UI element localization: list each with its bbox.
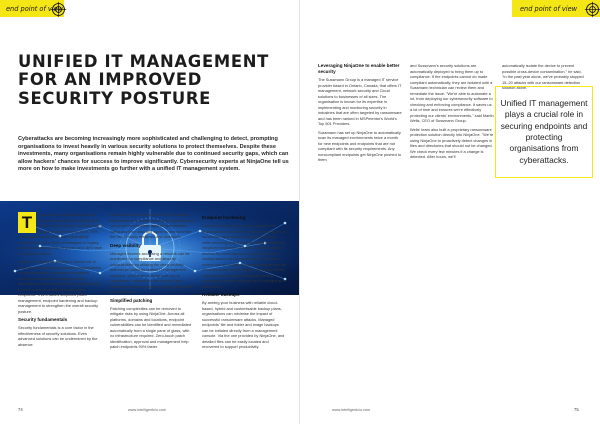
left-column-2 [110,212,194,353]
article-standfirst: Cyberattacks are becoming increasingly more sophisticated and challenging to detect, prompting organisations to invest heavily in various security solutions to protect themselves. Despite these investments, many organisations remain highly vulnerable due to continued security gaps, which can allow hackers' chances for success to improve significantly. Cybersecurity experts at NinjaOne tell us more on how to make investments go further with a unified IT management system. [18,136,289,172]
subheading-leveraging-ninjaone: Leveraging NinjaOne to enable better security [318,63,400,74]
drop-cap: T [18,212,36,233]
footer-url-left[interactable]: www.intelligentcio.com [128,408,167,412]
paragraph: By arming your business with reliable cloud-based, hybrid and customisable backup plans, organisations can minimise the impact of successful ransomware attacks. Managed endpoints' file and folder and image backups can be initiated directly from a management console. Via the one provided by NinjaOne, and detailed files can be easily located and recovered to support productivity. [202,300,285,349]
subheading-simplified-patching: Simplified patching [110,297,153,303]
target-icon [584,1,600,18]
left-column-3 [202,212,286,353]
subheading-endpoint-hardening: Endpoint hardening [202,215,246,220]
article-headline: UNIFIED IT MANAGEMENT FOR AN IMPROVED SECURITY POSTURE [18,52,270,108]
subheading-deep-visibility: Deep visibility [110,242,141,248]
section-tab-label: end point of view [6,4,64,13]
paragraph: Unified IT management plays a crucial role in ensuring endpoints and protecting organisations from cyberattacks. Adopting a centralised console for endpoint management can streamline processes, enhance productivity and provide in-depth visibility into managed endpoints. This enables simplified patch management, endpoint hardening and backup management to strengthen the overall security posture. [18,259,101,314]
section-tab-left [0,0,64,17]
paragraph: The Sussmann Group is a managed IT service provider based in Ontario, Canada, that offers IT management, network security and Cloud solutions to businesses of all sizes. The organisation is known for its expertise in implementing and monitoring security in industries that are often targeted by ransomware and has been ranked in MSPmentor's World's Top 501 Providers. [318,77,402,126]
left-column-1 [18,212,102,350]
page-number-right: 75 [574,407,579,412]
page-number-left: 74 [18,407,23,412]
paragraph: and Sussmann's security solutions are automatically deployed to bring them up to compliance. If the endpoints cannot do made compliant automatically, they are isolated until a Sussmann technician can review them and remediate the issue. "We're able to automate a lot, from deploying our cybersecurity software to checking and enforcing compliance. It saves us a lot of time and ensures we're effectively protecting our clients' environments," said Martin Wells, CEO of Sussmann Group. [410,63,494,123]
right-column-2 [410,63,494,163]
intro-paragraph [18,212,102,256]
paragraph: Sussmann has set up NinjaOne to automatically scan its managed environments twice a month for new endpoints and endpoints that are not compliant with its security requirements. Any noncompliant endpoints get NinjaOne pushed to them [318,129,402,162]
right-column-1 [318,63,402,166]
paragraph: Patching complexities can be removed to mitigate risks by using NinjaOne. Across all platforms, domains and locations, endpoint vulnerabilities can be identified and remediated automatically from a single pane of glass, with no infrastructure required. Zero-touch patch identification, approval and management help patch endpoints 90% faster. [110,305,192,349]
paragraph: Wells' team also built a proprietary ransomware protection solution directly into NinjaOne. "We're using NinjaOne to proactively detect changes in files and directories that should not be changed. We check every few minutes if a change is detected. After hours, we'll [410,126,494,159]
pull-quote-text: Unified IT management plays a crucial role in securing endpoints and protecting organisations from cyberattacks. [500,97,588,165]
paragraph: Endpoint hardening is a crucial practice for organisations that want to reduce the chances of successful cyberattacks and data breaches while ensuring compliance and driving efficiency. NinjaOne empowers IT staff to harden endpoint devices by providing several options. Device configurations can be controlled, user access control can be enabled, user permissions can be removed, ports can be closed, necessary device changes can be made, third-party security applications can be deployed and managed and much more. [202,223,286,289]
paragraph: of basic security configurations. By embracing best practices in endpoint security, organisations can protect themselves against cyberattacks, safeguard their data and systems and minimise the risk of costly breaches and downtime. [110,212,194,239]
footer-url-right[interactable]: www.intelligentcio.com [332,408,371,412]
pull-quote [495,86,593,178]
intro-text: wo-thirds of organisations plan to increase cybersecurity spending in 2023, but according to the Microsoft Digital Defense Report 2022, 74% of companies lack patch and vulnerability management, 50% have unmanaged or legacy systems accessing their networks and 46% have no usable backups. [18,212,102,256]
paragraph: Managed devices accessing a network can be monitored for compliance and security vulnerabilities by utilising the deep visibility features provided by unified IT management solutions. Whenever a device falls out of compliance, notifications are received and necessary actions are taken to bring them back to compliance. [110,250,192,294]
subheading-security-fundamentals: Security fundamentals [18,317,68,322]
subheading-reliable-backups: Reliable backups [202,292,240,297]
paragraph: Security fundamentals is a core factor in the effectiveness of security solutions. Even advanced solutions can be undermined by the absence [18,325,98,347]
paragraph: automatically isolate the device to prevent possible cross-device contamination," he said. "In the past year alone, we've probably stopped 15–20 attacks with our ransomware detection solution alone." [502,63,584,90]
section-tab-label: end point of view [520,4,578,13]
target-icon [50,1,67,18]
section-tab-right [512,0,600,17]
